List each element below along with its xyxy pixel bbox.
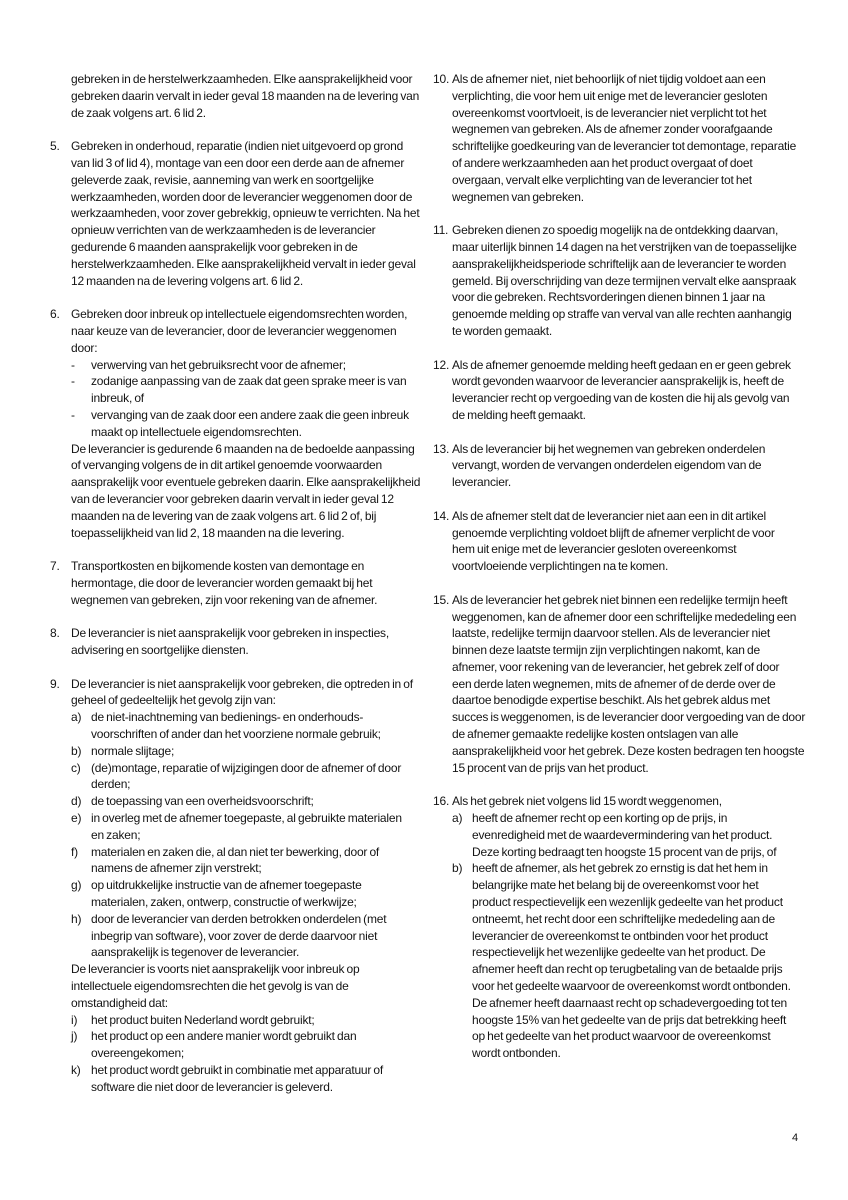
- clause-body: [71, 138, 422, 289]
- text-line: de niet-inachtneming van bedienings- en onderhouds-: [91, 710, 364, 725]
- text-line: daartoe benodigde expertise beschikt. Als het gebrek aldus met: [452, 693, 770, 708]
- text-line: op uitdrukkelijke instructie van de afnemer toegepaste: [91, 878, 362, 893]
- text-line: opnieuw verrichten van de werkzaamheden is de leverancier: [71, 223, 376, 238]
- text-line: ontneemt, het recht door een schriftelijke mededeling aan de: [472, 911, 776, 926]
- text-line: evenredigheid met de waardevermindering van het product.: [472, 827, 773, 842]
- text-line: weggenomen, kan de afnemer door een schriftelijke mededeling een: [452, 609, 797, 624]
- paragraph: [452, 508, 828, 575]
- clause-number: 5.: [50, 139, 60, 154]
- text-line: aansprakelijkheid voor het gebrek. Deze kosten bedragen ten hoogste: [452, 743, 805, 758]
- clause-body: [71, 306, 422, 541]
- list-marker: a): [452, 811, 463, 826]
- text-line: wordt gevonden waarvoor de leverancier aansprakelijk is, heeft de: [452, 374, 785, 389]
- text-line: binnen deze laatste termijn zijn verplichtingen nakomt, kan de: [452, 643, 760, 658]
- paragraph: [71, 961, 422, 1011]
- text-line: heeft de afnemer recht op een korting op de prijs, in: [472, 811, 728, 826]
- text-line: product respectievelijk een wezenlijk gedeelte van het product: [472, 895, 783, 910]
- clause-number: 8.: [50, 626, 60, 641]
- text-line: voor die gebreken. Rechtsvorderingen dienen binnen 1 jaar na: [452, 290, 766, 305]
- text-line: herstelwerkzaamheden. Elke aansprakelijkheid vervalt in ieder geval: [71, 256, 416, 271]
- sub-item-text: [91, 373, 422, 407]
- text-line: materialen, zaken, ontwerp, constructie of werkwijze;: [91, 895, 357, 910]
- text-line: het product buiten Nederland wordt gebruikt;: [91, 1012, 315, 1027]
- clause: [433, 592, 828, 777]
- sub-item-text: [91, 793, 422, 810]
- paragraph: [452, 441, 828, 491]
- sub-item: [452, 860, 828, 1062]
- sub-item-text: [472, 810, 828, 860]
- text-line: Als de afnemer stelt dat de leverancier niet aan een in dit artikel: [452, 508, 766, 523]
- text-line: te worden gemaakt.: [452, 323, 552, 338]
- text-line: De leverancier is niet aansprakelijk voor gebreken, die optreden in of: [71, 676, 413, 691]
- list-marker: i): [71, 1012, 78, 1027]
- text-line: leverancier.: [452, 475, 511, 490]
- sub-item: [71, 877, 422, 911]
- text-line: Als het gebrek niet volgens lid 15 wordt weggenomen,: [452, 794, 722, 809]
- clause: [50, 306, 422, 541]
- paragraph: [71, 306, 422, 356]
- text-line: of andere werkzaamheden aan het product overgaat of doet: [452, 155, 753, 170]
- text-line: de zaak volgens art. 6 lid 2.: [71, 105, 206, 120]
- clause-number: 16.: [433, 794, 450, 809]
- text-line: aansprakelijkheidsperiode schriftelijk aan de leverancier te worden: [452, 256, 787, 271]
- text-line: inbreuk, of: [91, 391, 144, 406]
- text-line: advisering en soortgelijke diensten.: [71, 643, 249, 658]
- clause: [433, 441, 828, 491]
- text-line: Transportkosten en bijkomende kosten van demontage en: [71, 559, 365, 574]
- text-line: Deze korting bedraagt ten hoogste 15 procent van de prijs, of: [472, 844, 777, 859]
- sub-item: [71, 1012, 422, 1029]
- clause: [433, 793, 828, 1062]
- right-column: [433, 71, 828, 1079]
- list-marker: f): [71, 844, 78, 859]
- clause: [50, 676, 422, 1096]
- sub-item-text: [472, 860, 828, 1062]
- text-line: Gebreken dienen zo spoedig mogelijk na de ontdekking daarvan,: [452, 223, 779, 238]
- text-line: belangrijke mate het belang bij de overeenkomst voor het: [472, 878, 759, 893]
- text-line: geleverde zaak, revisie, aanneming van werk en soortgelijke: [71, 172, 374, 187]
- list-marker: j): [71, 1029, 78, 1044]
- text-line: 15 procent van de prijs van het product.: [452, 760, 649, 775]
- paragraph: [71, 625, 422, 659]
- text-line: materialen en zaken die, al dan niet ter bewerking, door of: [91, 844, 380, 859]
- text-line: afnemer heeft dan recht op terugbetaling van de betaalde prijs: [472, 962, 783, 977]
- text-line: gedurende 6 maanden aansprakelijk voor gebreken in de: [71, 239, 358, 254]
- paragraph: [71, 676, 422, 710]
- text-line: voor het gedeelte waarvoor de overeenkomst wordt ontbonden.: [472, 979, 791, 994]
- sub-item-text: [91, 1028, 422, 1062]
- text-line: geheel of gedeeltelijk het gevolg zijn van:: [71, 693, 276, 708]
- paragraph: [71, 71, 422, 121]
- text-line: door:: [71, 340, 98, 355]
- text-line: overgaan, vervalt elke verplichting van de leverancier tot het: [452, 172, 752, 187]
- sub-item-text: [91, 844, 422, 878]
- text-line: Gebreken in onderhoud, reparatie (indien niet uitgevoerd op grond: [71, 139, 404, 154]
- clause-body: [452, 508, 828, 575]
- text-line: schriftelijke goedkeuring van de leverancier tot demontage, reparatie: [452, 139, 797, 154]
- text-line: een derde laten wegnemen, mits de afnemer of de derde over de: [452, 676, 776, 691]
- clause: [433, 508, 828, 575]
- clause-body: [71, 558, 422, 608]
- text-line: Gebreken door inbreuk op intellectuele eigendomsrechten worden,: [71, 307, 408, 322]
- paragraph: [71, 138, 422, 289]
- clause-body: [452, 71, 828, 205]
- text-line: normale slijtage;: [91, 743, 175, 758]
- text-line: werkzaamheden, worden door de leverancier weggenomen door de: [71, 189, 413, 204]
- text-line: aansprakelijk voor eventuele gebreken daarin. Elke aansprakelijkheid: [71, 475, 421, 490]
- clause-body: [452, 357, 828, 424]
- clause-number: 10.: [433, 72, 450, 86]
- text-line: vervanging van de zaak door een andere zaak die geen inbreuk: [91, 407, 409, 422]
- sub-item: [71, 373, 422, 407]
- text-line: Als de afnemer genoemde melding heeft gedaan en er geen gebrek: [452, 357, 791, 372]
- text-line: en zaken;: [91, 827, 141, 842]
- text-line: verwerving van het gebruiksrecht voor de afnemer;: [91, 357, 346, 372]
- text-line: van lid 3 of lid 4), montage van een door een derde aan de afnemer: [71, 155, 405, 170]
- text-line: (de)montage, reparatie of wijzigingen door de afnemer of door: [91, 760, 402, 775]
- text-line: de toepassing van een overheidsvoorschrift;: [91, 794, 314, 809]
- text-line: van de leverancier voor gebreken daarin vervalt in ieder geval 12: [71, 491, 394, 506]
- text-line: succes is weggenomen, is de leverancier door vergoeding van de door: [452, 710, 806, 725]
- sub-item: [71, 911, 422, 961]
- sub-item: [71, 844, 422, 878]
- clause: [50, 71, 422, 121]
- sub-item-text: [91, 911, 422, 961]
- text-line: maanden na de levering van de zaak volgens art. 6 lid 2 of, bij: [71, 508, 377, 523]
- text-line: Als de leverancier het gebrek niet binnen een redelijke termijn heeft: [452, 592, 788, 607]
- text-line: toepasselijkheid van lid 2, 18 maanden na die levering.: [71, 525, 345, 540]
- list-marker: -: [71, 407, 75, 422]
- text-line: de melding heeft gemaakt.: [452, 407, 586, 422]
- text-line: De leverancier is voorts niet aansprakelijk voor inbreuk op: [71, 962, 360, 977]
- clause-body: [452, 793, 828, 1062]
- clause: [433, 222, 828, 340]
- text-line: afnemer, voor rekening van de leverancier, het gebrek zelf of door: [452, 659, 780, 674]
- text-line: op het gedeelte van het product waarvoor de overeenkomst: [472, 1029, 771, 1044]
- clause: [433, 357, 828, 424]
- clause-number: 9.: [50, 676, 60, 691]
- text-line: het product wordt gebruikt in combinatie met apparatuur of: [91, 1063, 384, 1078]
- list-marker: k): [71, 1063, 81, 1078]
- clause-number: 11.: [433, 223, 449, 238]
- clause: [50, 558, 422, 608]
- clause-number: 13.: [433, 441, 450, 456]
- text-line: leverancier recht op vergoeding van de kosten die hij als gevolg van: [452, 391, 790, 406]
- text-line: hem uit enige met de leverancier gesloten overeenkomst: [452, 542, 737, 557]
- text-line: het product op een andere manier wordt gebruikt dan: [91, 1029, 357, 1044]
- list-marker: a): [71, 710, 82, 725]
- text-line: door de leverancier van derden betrokken onderdelen (met: [91, 911, 387, 926]
- clause-body: [452, 592, 828, 777]
- text-line: voorschriften of ander dan het voorziene normale gebruik;: [91, 727, 381, 742]
- list-marker: d): [71, 794, 82, 809]
- sub-item-text: [91, 709, 422, 743]
- text-line: zodanige aanpassing van de zaak dat geen sprake meer is van: [91, 374, 407, 389]
- clause-number: 15.: [433, 592, 450, 607]
- sub-item-text: [91, 357, 422, 374]
- list-marker: b): [71, 743, 82, 758]
- clause-body: [71, 676, 422, 1096]
- text-line: omstandigheid dat:: [71, 995, 168, 1010]
- text-line: Als de afnemer niet, niet behoorlijk of niet tijdig voldoet aan een: [452, 72, 766, 86]
- text-line: de afnemer gemaakte redelijke kosten ontslagen van alle: [452, 727, 739, 742]
- sub-item: [71, 793, 422, 810]
- clause-body: [452, 222, 828, 340]
- sub-item: [71, 1028, 422, 1062]
- sub-item: [71, 743, 422, 760]
- sub-item-text: [91, 743, 422, 760]
- paragraph: [71, 558, 422, 608]
- text-line: laatste, redelijke termijn daarvoor stellen. Als de leverancier niet: [452, 626, 771, 641]
- clause: [50, 625, 422, 659]
- text-line: wegnemen van gebreken.: [452, 189, 584, 204]
- text-line: wegnemen van gebreken, zijn voor rekening van de afnemer.: [71, 592, 378, 607]
- text-line: software die niet door de leverancier is geleverd.: [91, 1079, 333, 1094]
- text-line: gebreken daarin vervalt in ieder geval 18 maanden na de levering van: [71, 88, 420, 103]
- text-line: wegnemen van gebreken. Als de afnemer zonder voorafgaande: [452, 122, 773, 137]
- clause-body: [452, 441, 828, 491]
- text-line: inbegrip van software), voor zover de derde daarvoor niet: [91, 928, 378, 943]
- clause-number: 12.: [433, 357, 450, 372]
- list-marker: g): [71, 878, 82, 893]
- text-line: overeenkomst voortvloeit, is de leverancier niet verplicht tot het: [452, 105, 767, 120]
- text-line: hoogste 15% van het gedeelte van de prijs dat betrekking heeft: [472, 1012, 787, 1027]
- text-line: wordt ontbonden.: [472, 1046, 561, 1061]
- paragraph: [452, 222, 828, 340]
- clause: [433, 71, 828, 205]
- list-marker: b): [452, 861, 463, 876]
- sub-item-text: [91, 810, 422, 844]
- paragraph: [452, 793, 828, 810]
- text-line: genoemde verplichting voldoet blijft de afnemer verplicht de voor: [452, 525, 775, 540]
- text-line: naar keuze van de leverancier, door de leverancier weggenomen: [71, 323, 397, 338]
- text-line: gebreken in de herstelwerkzaamheden. Elke aansprakelijkheid voor: [71, 72, 413, 86]
- sub-item-text: [91, 1062, 422, 1096]
- text-line: hermontage, die door de leverancier worden gemaakt bij het: [71, 575, 373, 590]
- list-marker: -: [71, 374, 75, 389]
- text-line: De afnemer heeft daarnaast recht op schadevergoeding tot ten: [472, 995, 788, 1010]
- page-number: 4: [792, 1132, 799, 1144]
- text-line: leverancier de overeenkomst te ontbinden voor het product: [472, 928, 768, 943]
- text-line: namens de afnemer zijn verstrekt;: [91, 861, 262, 876]
- paragraph: [452, 592, 828, 777]
- sub-item: [71, 1062, 422, 1096]
- text-line: maakt op intellectuele eigendomsrechten.: [91, 424, 302, 439]
- sub-item: [452, 810, 828, 860]
- clause-body: [71, 625, 422, 659]
- sub-item: [71, 709, 422, 743]
- text-line: De leverancier is niet aansprakelijk voor gebreken in inspecties,: [71, 626, 389, 641]
- text-line: Als de leverancier bij het wegnemen van gebreken onderdelen: [452, 441, 766, 456]
- text-line: vervangt, worden de vervangen onderdelen eigendom van de: [452, 458, 762, 473]
- list-marker: -: [71, 357, 75, 372]
- text-line: werkzaamheden, voor zover gebrekkig, opnieuw te verrichten. Na het: [71, 206, 420, 221]
- text-line: derden;: [91, 777, 131, 792]
- paragraph: [71, 441, 422, 542]
- sub-item: [71, 357, 422, 374]
- sub-item: [71, 810, 422, 844]
- text-line: voortvloeiende verplichtingen na te komen.: [452, 559, 669, 574]
- text-line: overeengekomen;: [91, 1046, 185, 1061]
- text-line: maar uiterlijk binnen 14 dagen na het verstrijken van de toepasselijke: [452, 239, 797, 254]
- text-line: of vervanging volgens de in dit artikel genoemde voorwaarden: [71, 458, 383, 473]
- list-marker: e): [71, 811, 82, 826]
- text-line: genoemde melding op straffe van verval van alle rechten aanhangig: [452, 307, 792, 322]
- sub-item-text: [91, 760, 422, 794]
- text-line: respectievelijk het wezenlijke gedeelte van het product. De: [472, 945, 766, 960]
- text-line: heeft de afnemer, als het gebrek zo ernstig is dat het hem in: [472, 861, 768, 876]
- text-line: in overleg met de afnemer toegepaste, al gebruikte materialen: [91, 811, 402, 826]
- list-marker: h): [71, 911, 82, 926]
- sub-item-text: [91, 407, 422, 441]
- list-marker: c): [71, 760, 81, 775]
- text-line: gemeld. Bij overschrijding van deze termijnen vervalt elke aanspraak: [452, 273, 797, 288]
- clause: [50, 138, 422, 289]
- text-line: aansprakelijk is tegenover de leverancier.: [91, 945, 300, 960]
- left-column: [50, 71, 422, 1112]
- clause-number: 6.: [50, 307, 60, 322]
- paragraph: [452, 71, 828, 205]
- sub-item-text: [91, 877, 422, 911]
- clause-number: 7.: [50, 559, 60, 574]
- text-line: De leverancier is gedurende 6 maanden na de bedoelde aanpassing: [71, 441, 415, 456]
- paragraph: [452, 357, 828, 424]
- clause-body: [71, 71, 422, 121]
- sub-item: [71, 407, 422, 441]
- text-line: verplichting, die voor hem uit enige met de leverancier gesloten: [452, 88, 768, 103]
- sub-item-text: [91, 1012, 422, 1029]
- clause-number: 14.: [433, 508, 450, 523]
- text-line: 12 maanden na de levering volgens art. 6 lid 2.: [71, 273, 303, 288]
- sub-item: [71, 760, 422, 794]
- text-line: intellectuele eigendomsrechten die het gevolg is van de: [71, 979, 349, 994]
